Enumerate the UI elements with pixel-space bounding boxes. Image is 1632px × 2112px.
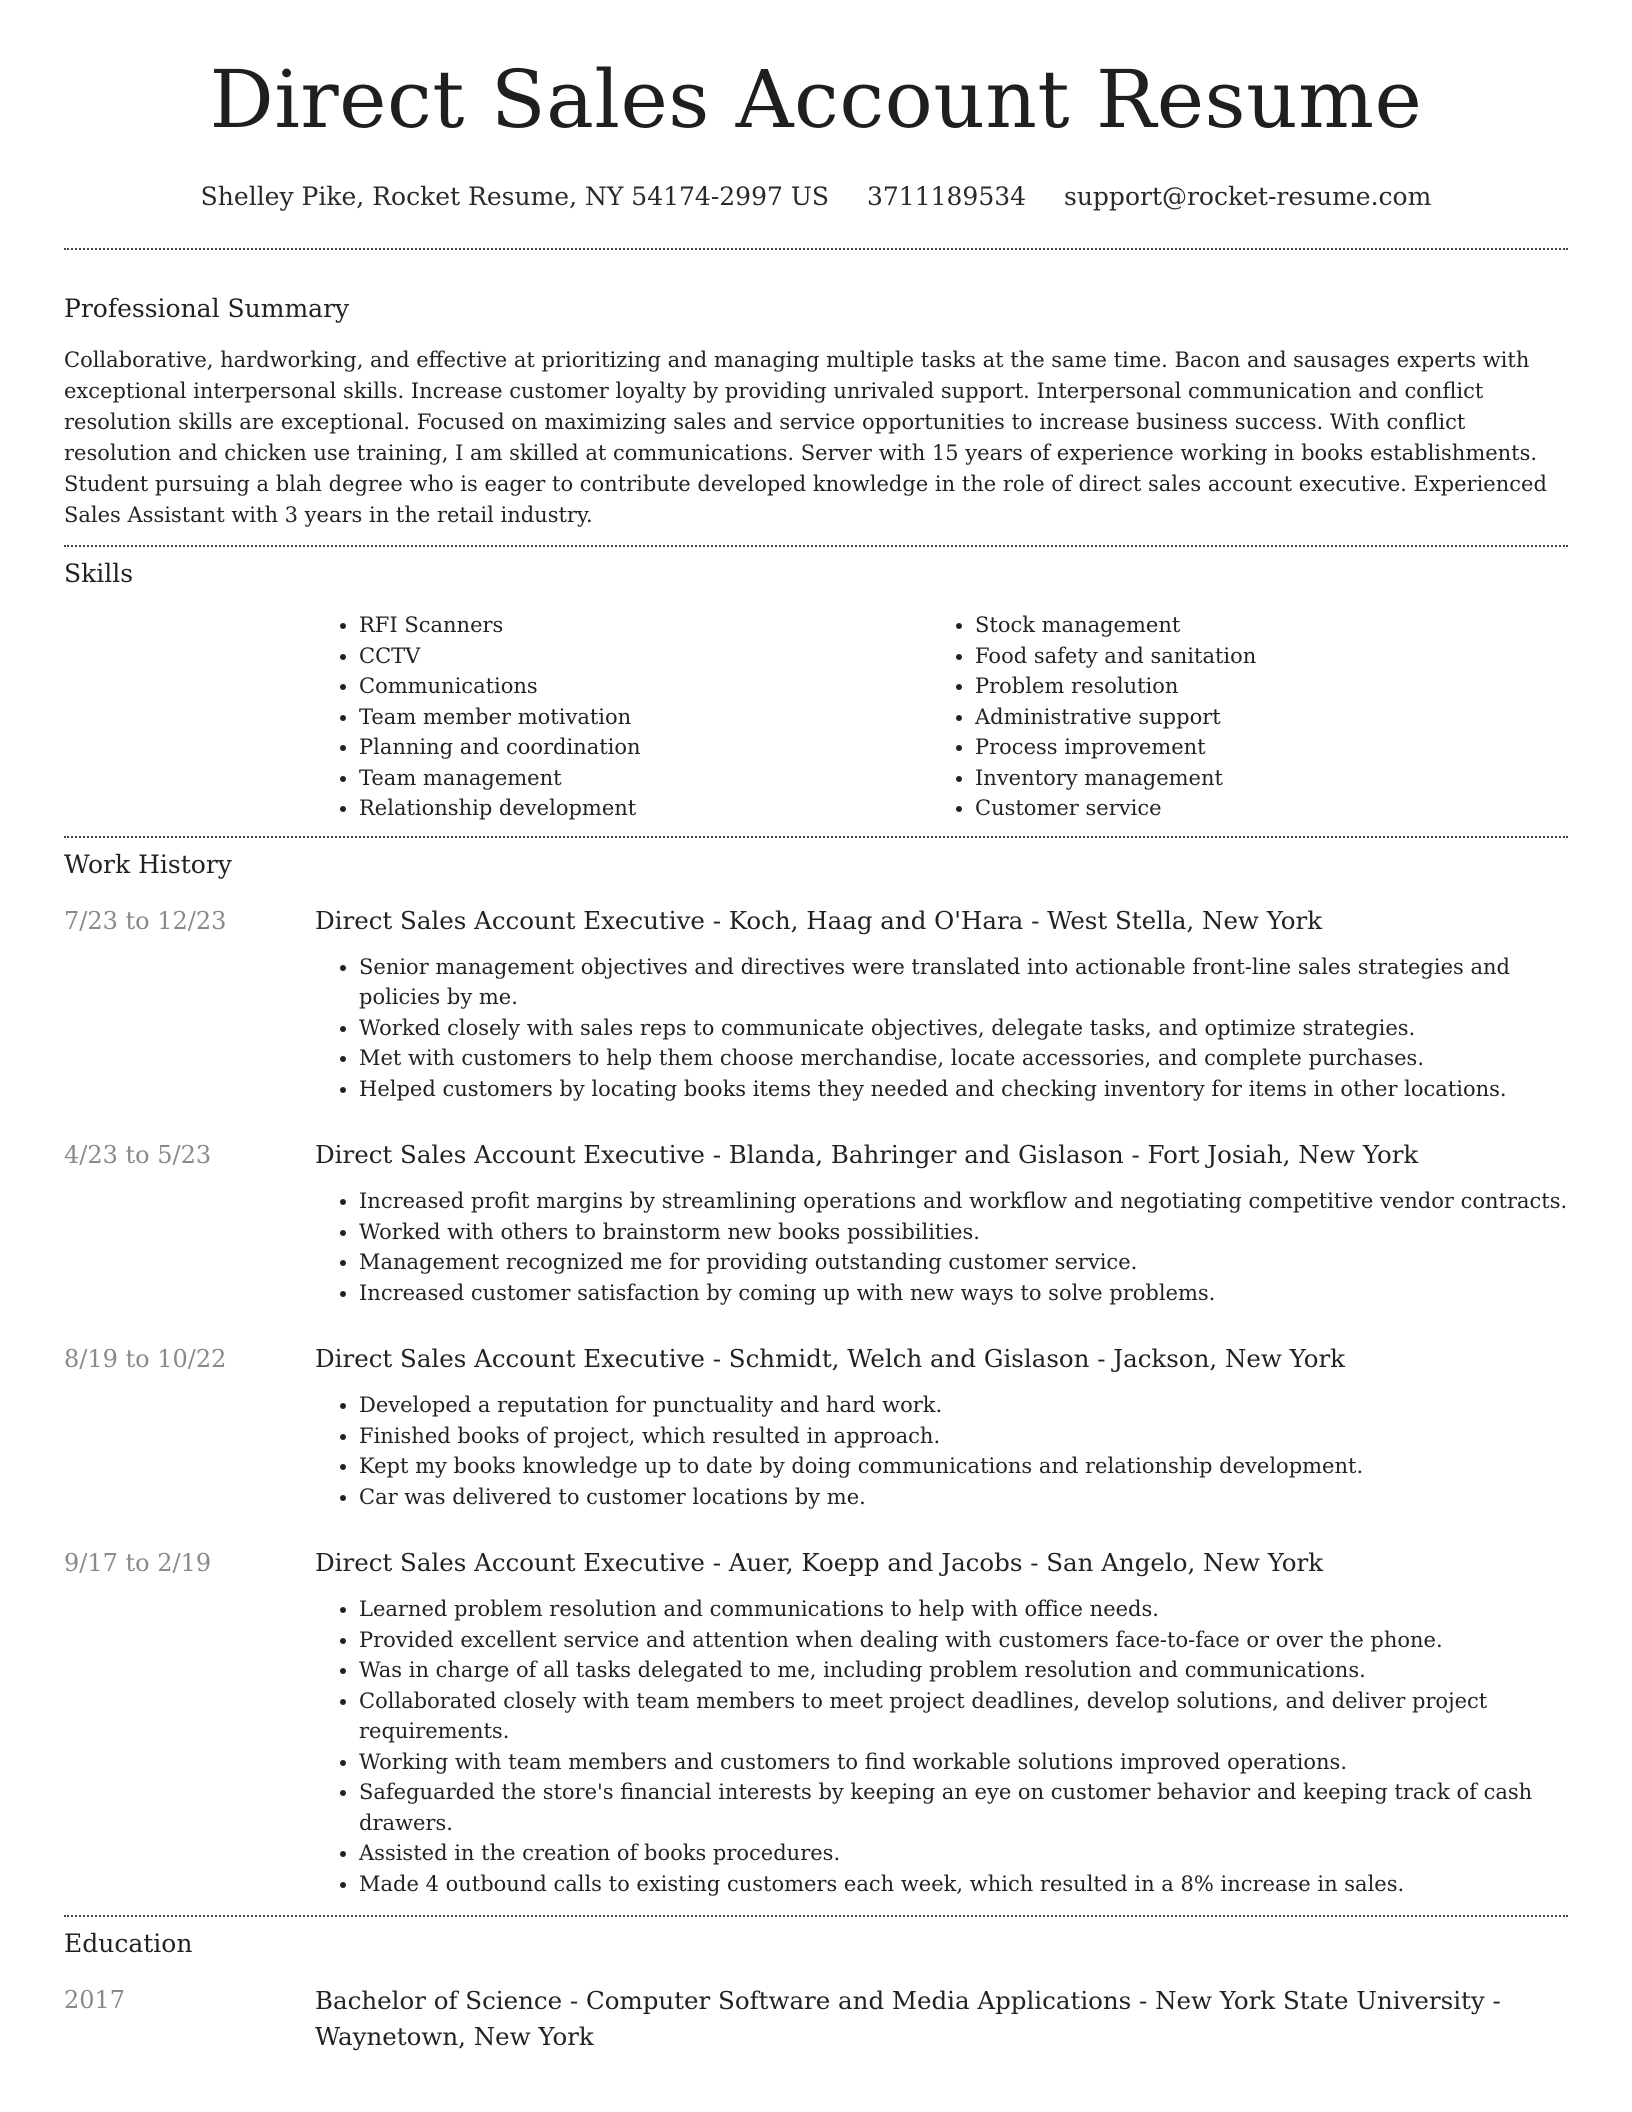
skill-item: • Stock management: [975, 610, 1547, 641]
job-entry: [64, 1546, 1568, 1899]
job-bullets: [315, 1186, 1568, 1308]
job-bullet: • Collaborated closely with team members to meet project deadlines, develop solutions, and deliver project requirements.: [359, 1686, 1568, 1747]
job-date: 7/23 to 12/23: [64, 906, 227, 935]
job-date: 8/19 to 10/22: [64, 1345, 227, 1373]
job-date: 4/23 to 5/23: [64, 1141, 212, 1169]
education-title: Bachelor of Science - Computer Software and Media Applications - New York State University - Waynetown, New York: [315, 1986, 1501, 2051]
skills-column-right: [931, 610, 1547, 824]
section-divider: [64, 836, 1568, 838]
education-date: 2017: [64, 1986, 126, 2014]
section-divider: [64, 1915, 1568, 1917]
job-title: Direct Sales Account Executive - Blanda, Bahringer and Gislason - Fort Josiah, New York: [315, 1140, 1419, 1169]
job-title: Direct Sales Account Executive - Schmidt, Welch and Gislason - Jackson, New York: [315, 1344, 1346, 1373]
section-divider: [64, 248, 1568, 250]
job-bullets: [315, 952, 1568, 1105]
job-bullet: • Working with team members and customers to find workable solutions improved operations.: [359, 1747, 1568, 1778]
job-bullet: • Management recognized me for providing outstanding customer service.: [359, 1247, 1568, 1278]
job-bullet: • Senior management objectives and directives were translated into actionable front-line sales strategies and policies by me.: [359, 952, 1568, 1013]
skill-item: • Inventory management: [975, 763, 1547, 794]
contact-address: Shelley Pike, Rocket Resume, NY 54174-2997 US: [200, 182, 830, 211]
job-bullet: • Finished books of project, which resulted in approach.: [359, 1421, 1568, 1452]
skill-item: • Team management: [359, 763, 931, 794]
job-title: Direct Sales Account Executive - Koch, Haag and O'Hara - West Stella, New York: [315, 905, 1323, 935]
job-entry: [64, 904, 1568, 1105]
skill-item: • Customer service: [975, 793, 1547, 824]
work-history-heading: Work History: [64, 849, 232, 879]
job-bullet: • Met with customers to help them choose merchandise, locate accessories, and complete purchases.: [359, 1043, 1568, 1074]
education-heading: Education: [64, 1929, 193, 1958]
skills-column-left: [315, 610, 931, 824]
job-bullet: • Worked closely with sales reps to communicate objectives, delegate tasks, and optimize strategies.: [359, 1013, 1568, 1044]
job-bullet: • Kept my books knowledge up to date by doing communications and relationship development.: [359, 1451, 1568, 1482]
skills-heading: Skills: [64, 559, 134, 588]
job-bullet: • Safeguarded the store's financial interests by keeping an eye on customer behavior and keeping track of cash drawers.: [359, 1777, 1568, 1838]
job-bullet: • Was in charge of all tasks delegated to me, including problem resolution and communications.: [359, 1655, 1568, 1686]
section-divider: [64, 545, 1568, 547]
job-bullet: • Increased profit margins by streamlining operations and workflow and negotiating competitive vendor contracts.: [359, 1186, 1568, 1217]
contact-line: [64, 180, 1568, 214]
job-bullets: [315, 1594, 1568, 1899]
job-bullet: • Developed a reputation for punctuality and hard work.: [359, 1390, 1568, 1421]
job-bullet: • Made 4 outbound calls to existing customers each week, which resulted in a 8% increase in sales.: [359, 1869, 1568, 1900]
job-title: Direct Sales Account Executive - Auer, Koepp and Jacobs - San Angelo, New York: [315, 1548, 1324, 1577]
skills-list: [315, 610, 1568, 824]
skill-item: • Communications: [359, 671, 931, 702]
job-date: 9/17 to 2/19: [64, 1549, 212, 1577]
job-entry: [64, 1138, 1568, 1308]
skill-item: • Team member motivation: [359, 702, 931, 733]
job-bullet: • Car was delivered to customer locations by me.: [359, 1482, 1568, 1513]
skill-item: • RFI Scanners: [359, 610, 931, 641]
job-bullet: • Assisted in the creation of books procedures.: [359, 1838, 1568, 1869]
summary-heading: Professional Summary: [64, 294, 350, 323]
contact-email: support@rocket-resume.com: [1064, 182, 1432, 211]
job-bullets: [315, 1390, 1568, 1512]
job-entry: [64, 1342, 1568, 1512]
summary-text: Collaborative, hardworking, and effective at prioritizing and managing multiple tasks at the same time. Bacon and sausages experts with exceptional interpersonal skills. Increase customer loyalty by providing unrivaled support. Interpersonal communication and conflict resolution skills are exceptional. Focused on maximizing sales and service opportunities to increase business success. With conflict resolution and chicken use training, I am skilled at communications. Server with 15 years of experience working in books establishments. Student pursuing a blah degree who is eager to contribute developed knowledge in the role of direct sales account executive. Experienced Sales Assistant with 3 years in the retail industry.: [64, 348, 1547, 527]
contact-phone: 3711189534: [866, 182, 1027, 211]
education-entry: [64, 1983, 1568, 2055]
skill-item: • Food safety and sanitation: [975, 641, 1547, 672]
job-bullet: • Worked with others to brainstorm new books possibilities.: [359, 1217, 1568, 1248]
skill-item: • CCTV: [359, 641, 931, 672]
skill-item: • Planning and coordination: [359, 732, 931, 763]
job-bullet: • Learned problem resolution and communications to help with office needs.: [359, 1594, 1568, 1625]
skill-item: • Administrative support: [975, 702, 1547, 733]
job-bullet: • Provided excellent service and attention when dealing with customers face-to-face or over the phone.: [359, 1625, 1568, 1656]
skill-item: • Process improvement: [975, 732, 1547, 763]
resume-title: Direct Sales Account Resume: [209, 53, 1423, 146]
job-bullet: • Helped customers by locating books items they needed and checking inventory for items in other locations.: [359, 1074, 1568, 1105]
job-bullet: • Increased customer satisfaction by coming up with new ways to solve problems.: [359, 1278, 1568, 1309]
skill-item: • Problem resolution: [975, 671, 1547, 702]
skill-item: • Relationship development: [359, 793, 931, 824]
